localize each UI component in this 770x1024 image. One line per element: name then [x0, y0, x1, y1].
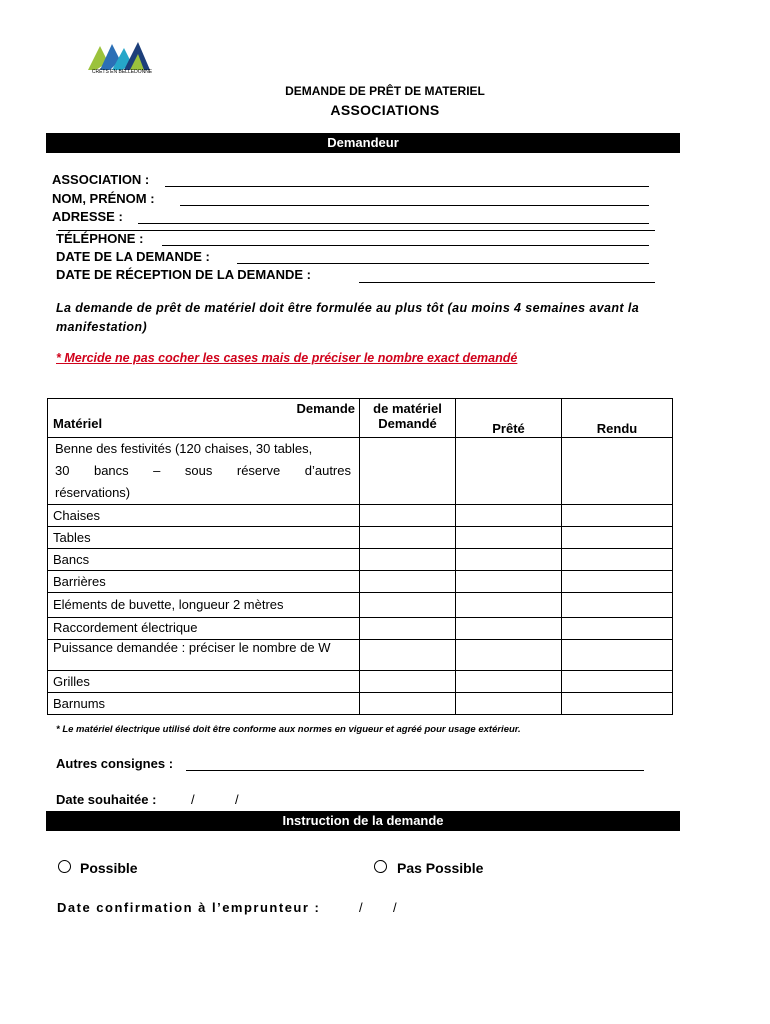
- table-row: [48, 593, 673, 618]
- electrical-footnote: * Le matériel électrique utilisé doit être conforme aux normes en vigueur et agréé pour usage extérieur.: [56, 724, 521, 735]
- header-demande-cell: [360, 399, 456, 438]
- table-row: [48, 505, 673, 527]
- qty-prete-cell[interactable]: [456, 549, 562, 571]
- benne-line3: réservations): [55, 485, 131, 500]
- qty-prete-cell[interactable]: [456, 640, 562, 671]
- benne-word: bancs: [93, 463, 129, 478]
- telephone-label: TÉLÉPHONE :: [56, 231, 144, 246]
- date-separator: /: [235, 792, 239, 807]
- nom-prenom-field[interactable]: [180, 205, 649, 206]
- benne-word: –: [153, 463, 161, 478]
- date-souhaitee-label: Date souhaitée :: [56, 792, 157, 807]
- benne-word: 30: [55, 463, 70, 478]
- possible-label: Possible: [80, 860, 138, 876]
- deadline-note: La demande de prêt de matériel doit être formulée au plus tôt (au moins 4 semaines avant la manifestation): [56, 301, 640, 334]
- adresse-field[interactable]: [138, 223, 649, 224]
- header-materiel-text: Matériel: [53, 416, 103, 431]
- qty-prete-cell[interactable]: [456, 438, 562, 505]
- table-row: [48, 671, 673, 693]
- quantity-warning: * Mercide ne pas cocher les cases mais de préciser le nombre exact demandé: [56, 351, 518, 365]
- materiel-table: [47, 398, 673, 715]
- possible-radio-icon[interactable]: [58, 860, 71, 873]
- materiel-cell: Barnums: [48, 693, 360, 715]
- table-row: [48, 527, 673, 549]
- header-de-materiel-text: de matériel: [373, 401, 442, 416]
- qty-demande-cell[interactable]: [360, 571, 456, 593]
- qty-prete-cell[interactable]: [456, 693, 562, 715]
- association-field[interactable]: [165, 186, 649, 187]
- nom-prenom-label: NOM, PRÉNOM :: [52, 191, 155, 206]
- materiel-cell: Eléments de buvette, longueur 2 mètres: [48, 593, 360, 618]
- document-title: DEMANDE DE PRÊT DE MATERIEL: [285, 84, 485, 98]
- header-prete-cell: Prêté: [456, 399, 562, 438]
- date-reception-field[interactable]: [359, 282, 655, 283]
- qty-demande-cell[interactable]: [360, 527, 456, 549]
- table-row: [48, 618, 673, 640]
- qty-prete-cell[interactable]: [456, 618, 562, 640]
- date-separator: /: [191, 792, 195, 807]
- benne-cell: [48, 438, 360, 505]
- date-separator: /: [393, 900, 397, 915]
- benne-word: sous: [184, 463, 213, 478]
- qty-demande-cell[interactable]: [360, 671, 456, 693]
- header-demande-text: Demande: [296, 401, 355, 416]
- pas-possible-label: Pas Possible: [397, 860, 484, 876]
- table-row: [48, 640, 673, 671]
- section-instruction-header: Instruction de la demande: [46, 811, 680, 831]
- adresse-label: ADRESSE :: [52, 209, 123, 224]
- table-row: [48, 549, 673, 571]
- table-row: [48, 693, 673, 715]
- header-materiel-cell: [48, 399, 360, 438]
- materiel-cell: Puissance demandée : préciser le nombre de W: [48, 640, 360, 671]
- date-reception-label: DATE DE RÉCEPTION DE LA DEMANDE :: [56, 267, 311, 282]
- qty-demande-cell[interactable]: [360, 640, 456, 671]
- benne-line2: [55, 460, 359, 482]
- materiel-cell: Grilles: [48, 671, 360, 693]
- qty-demande-cell[interactable]: [360, 505, 456, 527]
- materiel-cell: Chaises: [48, 505, 360, 527]
- qty-prete-cell[interactable]: [456, 671, 562, 693]
- table-row: [48, 438, 673, 505]
- materiel-cell: Barrières: [48, 571, 360, 593]
- qty-rendu-cell[interactable]: [562, 671, 673, 693]
- logo-caption: CRÊTS EN BELLEDONNE: [91, 69, 153, 75]
- pas-possible-radio-icon[interactable]: [374, 860, 387, 873]
- autres-consignes-label: Autres consignes :: [56, 756, 174, 771]
- qty-prete-cell[interactable]: [456, 527, 562, 549]
- qty-rendu-cell[interactable]: [562, 438, 673, 505]
- header-demande-text2: Demandé: [378, 416, 437, 431]
- date-confirmation-label: Date confirmation à l’emprunteur :: [57, 900, 321, 915]
- qty-rendu-cell[interactable]: [562, 618, 673, 640]
- qty-demande-cell[interactable]: [360, 693, 456, 715]
- qty-prete-cell[interactable]: [456, 571, 562, 593]
- date-demande-label: DATE DE LA DEMANDE :: [56, 249, 210, 264]
- date-separator: /: [359, 900, 363, 915]
- qty-rendu-cell[interactable]: [562, 571, 673, 593]
- adresse-field-line2[interactable]: [58, 230, 655, 231]
- table-row: [48, 571, 673, 593]
- qty-rendu-cell[interactable]: [562, 640, 673, 671]
- benne-word: d’autres: [304, 463, 351, 478]
- qty-rendu-cell[interactable]: [562, 505, 673, 527]
- telephone-field[interactable]: [162, 245, 649, 246]
- qty-demande-cell[interactable]: [360, 593, 456, 618]
- benne-line1: Benne des festivités (120 chaises, 30 tables,: [55, 441, 313, 456]
- qty-demande-cell[interactable]: [360, 618, 456, 640]
- materiel-cell: Raccordement électrique: [48, 618, 360, 640]
- document-subtitle: ASSOCIATIONS: [330, 102, 440, 118]
- qty-rendu-cell[interactable]: [562, 549, 673, 571]
- qty-rendu-cell[interactable]: [562, 693, 673, 715]
- section-demandeur-header: Demandeur: [46, 133, 680, 153]
- qty-demande-cell[interactable]: [360, 549, 456, 571]
- qty-demande-cell[interactable]: [360, 438, 456, 505]
- materiel-cell: Tables: [48, 527, 360, 549]
- association-label: ASSOCIATION :: [52, 172, 150, 187]
- date-demande-field[interactable]: [237, 263, 649, 264]
- benne-word: réserve: [236, 463, 281, 478]
- qty-rendu-cell[interactable]: [562, 527, 673, 549]
- header-rendu-cell: Rendu: [562, 399, 673, 438]
- qty-prete-cell[interactable]: [456, 505, 562, 527]
- materiel-cell: Bancs: [48, 549, 360, 571]
- qty-rendu-cell[interactable]: [562, 593, 673, 618]
- table-header-row: [48, 399, 673, 438]
- autres-consignes-field[interactable]: [186, 770, 644, 771]
- qty-prete-cell[interactable]: [456, 593, 562, 618]
